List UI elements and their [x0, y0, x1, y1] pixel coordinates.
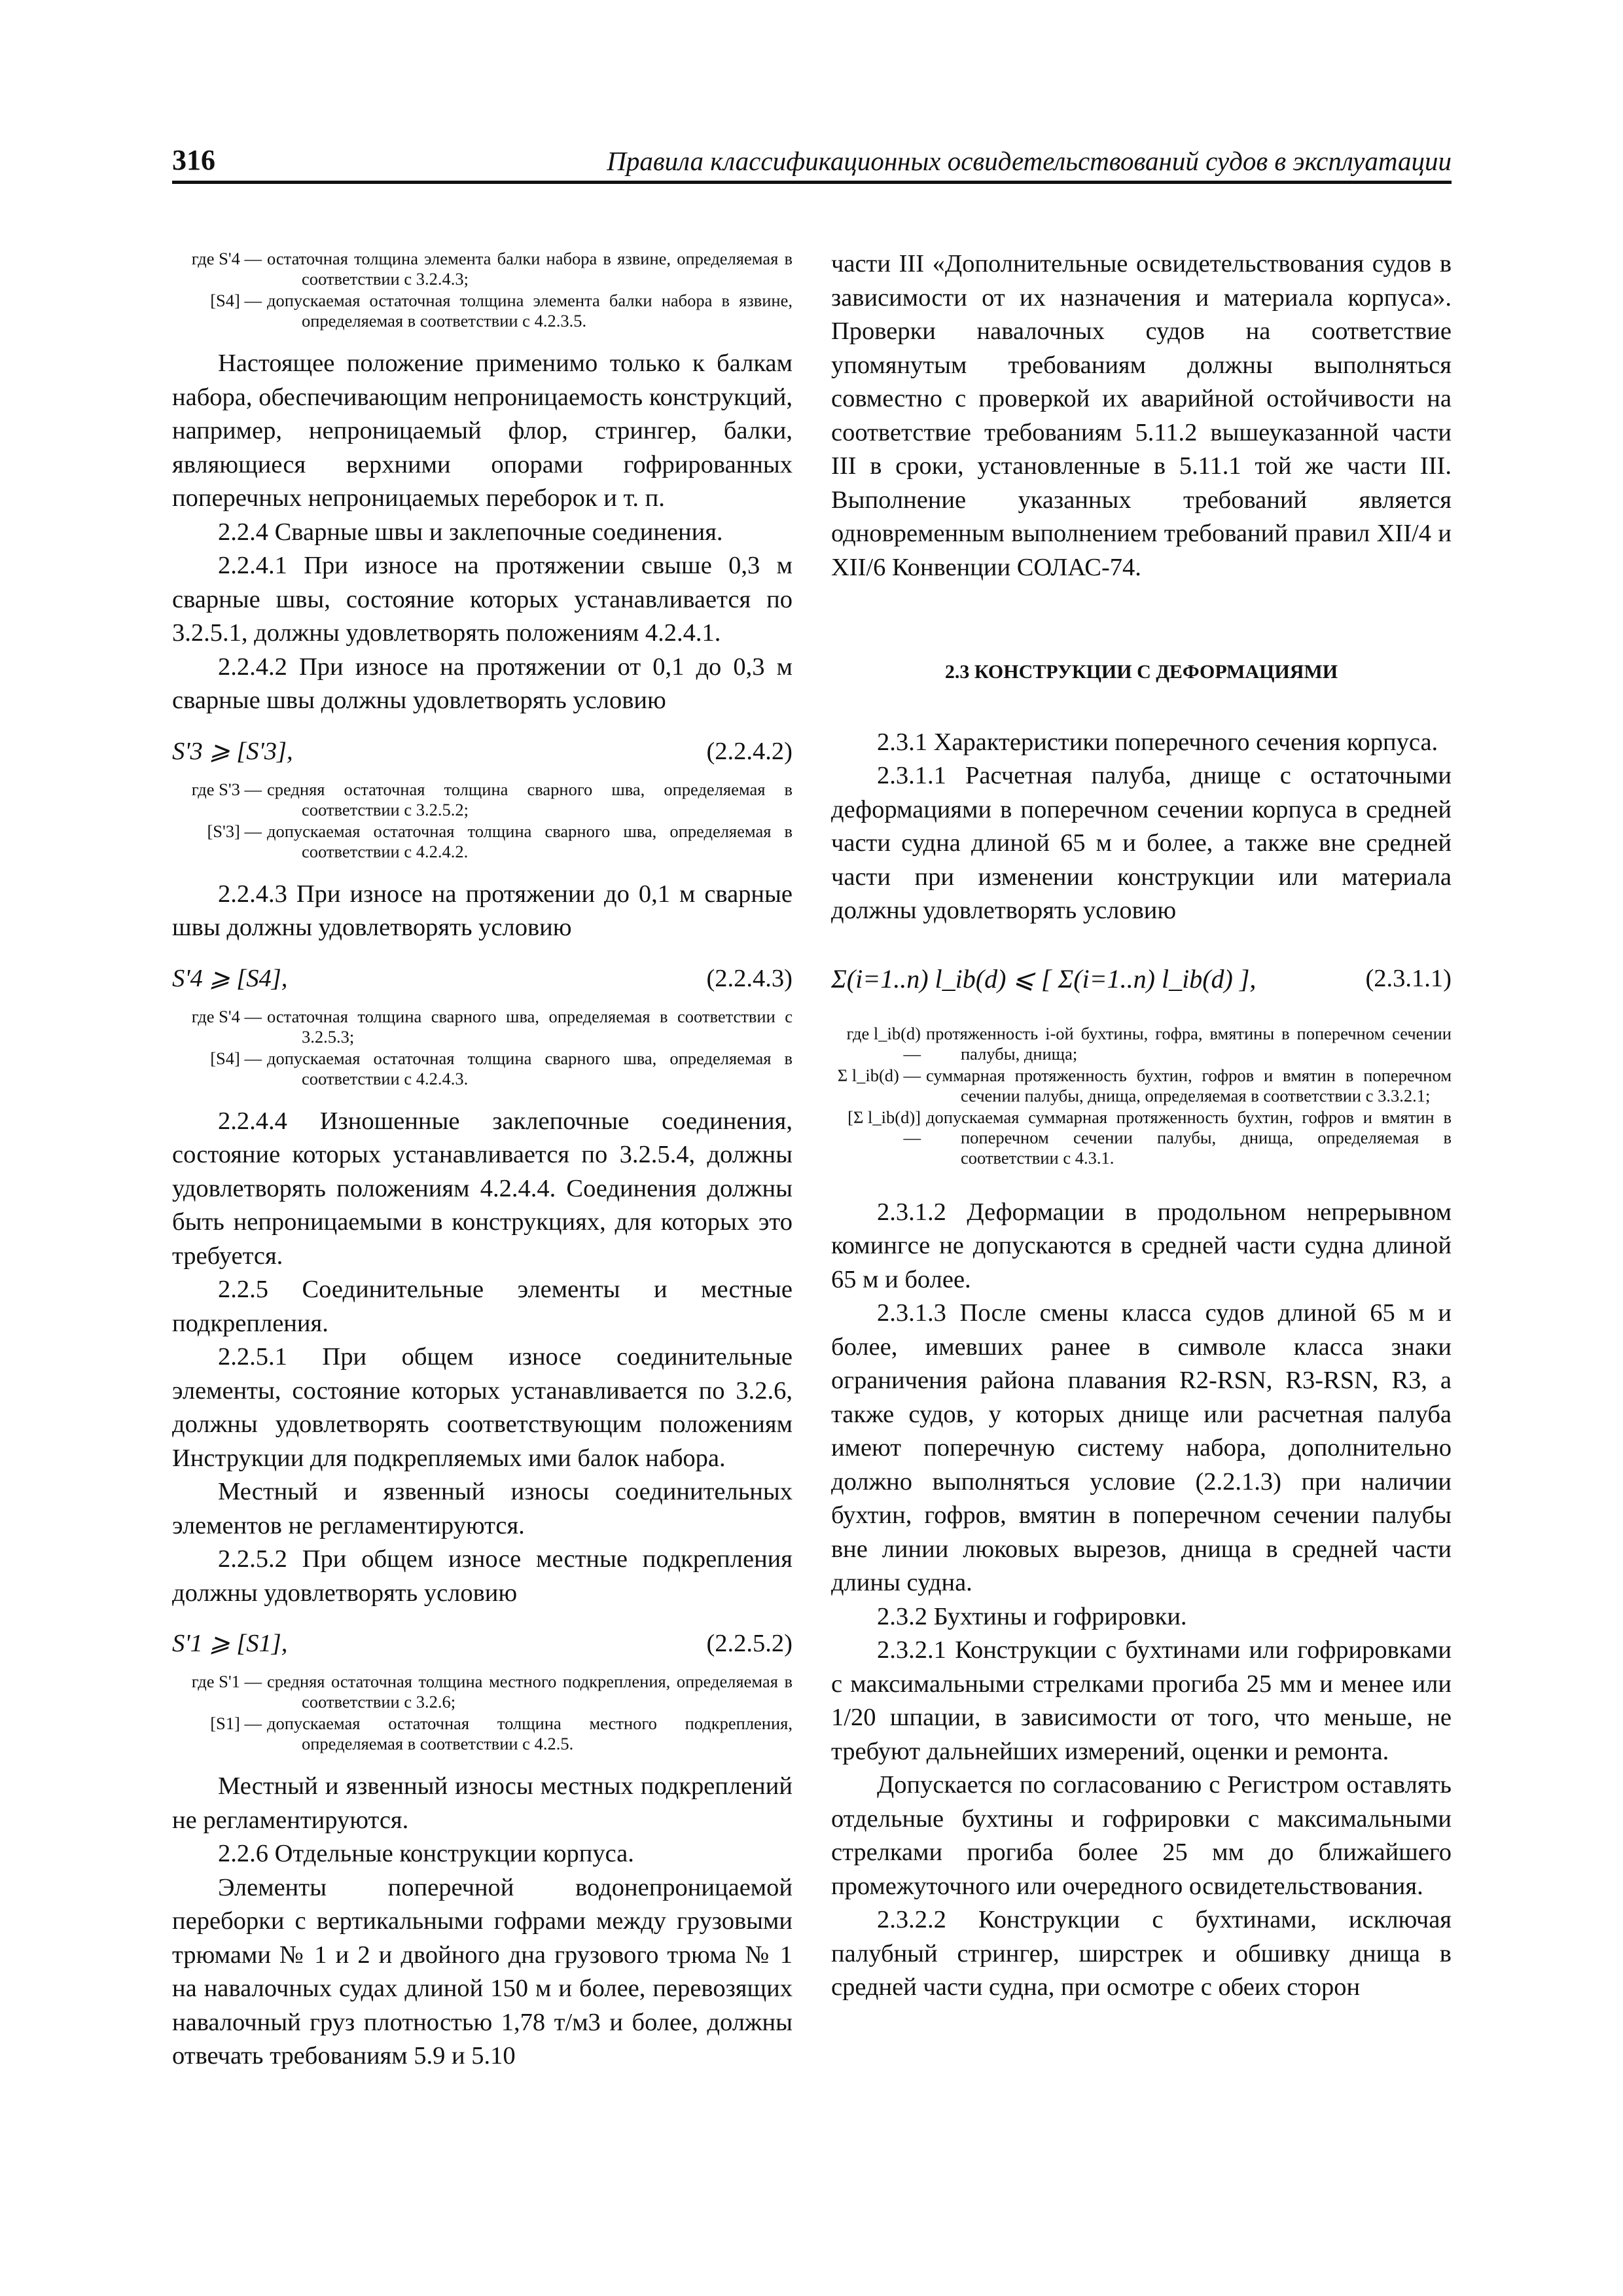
definition-item	[172, 1007, 793, 1047]
definition-term: где S'4 —	[191, 1006, 262, 1026]
paragraph: 2.2.4.4 Изношенные заклепочные соединения, состояние которых устанавливается по 3.2.5.4, должны удовлетворять положениям 4.2.4.4. Соединения должны быть непроницаемыми в конструкциях, для которых это требуется.	[172, 1107, 793, 1270]
equation-formula: S'4 ⩾ [S4],	[172, 964, 288, 992]
right-column	[831, 247, 1452, 2005]
paragraph: 2.2.4.1 При износе на протяжении свыше 0,3 м сварные швы, состояние которых устанавливается по 3.2.5.1, должны удовлетворять положениям 4.2.4.1.	[172, 552, 793, 647]
definition-text: протяженность i-ой бухтины, гофра, вмятины в поперечном сечении палубы, днища;	[926, 1023, 1452, 1064]
definition-term: где l_ib(d) —	[846, 1023, 921, 1064]
definition-item	[172, 1713, 793, 1754]
definition-term: [S4] —	[210, 1048, 262, 1068]
definition-item	[172, 1049, 793, 1089]
definition-term: [S1] —	[210, 1713, 262, 1733]
paragraph: 2.2.4.2 При износе на протяжении от 0,1 до 0,3 м сварные швы должны удовлетворять условию	[172, 653, 793, 714]
equation-number: (2.2.5.2)	[706, 1630, 793, 1658]
subsection-heading: 2.2.4 Сварные швы и заклепочные соединения.	[218, 518, 723, 546]
subsection-heading: 2.3.2 Бухтины и гофрировки.	[877, 1602, 1187, 1630]
definition-text: остаточная толщина сварного шва, определяемая в соответствии с 3.2.5.3;	[267, 1006, 793, 1047]
definition-item	[172, 291, 793, 331]
definition-term: Σ l_ib(d) —	[837, 1065, 921, 1085]
definition-term: где S'3 —	[191, 779, 262, 799]
definition-text: суммарная протяженность бухтин, гофров и вмятин в поперечном сечении палубы, днища, определяемая в соответствии с 3.3.2.1;	[926, 1065, 1452, 1105]
equation-formula: S'3 ⩾ [S'3],	[172, 737, 293, 765]
definition-text: допускаемая остаточная толщина сварного шва, определяемая в соответствии с 4.2.4.2.	[267, 821, 793, 861]
equation	[172, 1622, 793, 1666]
definition-item	[831, 1024, 1452, 1064]
page-number: 316	[172, 144, 215, 176]
running-title: Правила классификационных освидетельствований судов в эксплуатации	[607, 146, 1452, 176]
definition-text: допускаемая остаточная толщина элемента балки набора в язвине, определяемая в соответствии с 4.2.3.5.	[267, 291, 793, 331]
equation-number: (2.3.1.1)	[1365, 964, 1452, 992]
equation-number: (2.2.4.3)	[706, 964, 793, 992]
equation	[172, 730, 793, 774]
definition-text: допускаемая суммарная протяженность бухтин, гофров и вмятин в поперечном сечении палубы, днища, определяемая в соответствии с 4.3.1.	[926, 1107, 1452, 1168]
paragraph: Местный и язвенный износы соединительных элементов не регламентируются.	[172, 1478, 793, 1539]
paragraph: Местный и язвенный износы местных подкреплений не регламентируются.	[172, 1772, 793, 1834]
equation-formula: S'1 ⩾ [S1],	[172, 1630, 288, 1658]
paragraph: 2.2.4.3 При износе на протяжении до 0,1 м сварные швы должны удовлетворять условию	[172, 880, 793, 941]
definition-text: допускаемая остаточная толщина местного подкрепления, определяемая в соответствии с 4.2.5.	[267, 1713, 793, 1753]
definition-term: [Σ l_ib(d)] —	[847, 1107, 921, 1147]
equation	[831, 940, 1452, 1018]
definition-item	[172, 1672, 793, 1712]
definition-term: где S'4 —	[191, 249, 262, 268]
paragraph: части III «Дополнительные освидетельствования судов в зависимости от их назначения и материала корпуса». Проверки навалочных судов на соответствие упомянутым требованиям должны выполняться совместно с проверкой их аварийной остойчивости на соответствие требованиям 5.11.2 вышеуказанной части III в сроки, установленные в 5.11.1 той же части III. Выполнение указанных требований является одновременным выполнением требований правил XII/4 и XII/6 Конвенции СОЛАС-74.	[831, 250, 1452, 581]
definition-text: средняя остаточная толщина местного подкрепления, определяемая в соответствии с 3.2.6;	[267, 1672, 793, 1712]
subsection-heading: 2.3.1 Характеристики поперечного сечения корпуса.	[877, 728, 1438, 756]
definition-text: средняя остаточная толщина сварного шва, определяемая в соответствии с 3.2.5.2;	[267, 779, 793, 819]
definition-item	[172, 821, 793, 862]
page-header	[172, 145, 1452, 184]
paragraph: 2.3.1.1 Расчетная палуба, днище с остаточными деформациями в поперечном сечении корпуса в средней части судна длиной 65 м и более, а также вне средней части при изменении конструкции или материала должны удовлетворять условию	[831, 762, 1452, 924]
paragraph: 2.2.5.1 При общем износе соединительные элементы, состояние которых устанавливается по 3.2.6, должны удовлетворять соответствующим положениям Инструкции для подкрепляемых ими балок набора.	[172, 1343, 793, 1472]
paragraph: Настоящее положение применимо только к балкам набора, обеспечивающим непроницаемость конструкций, например, непроницаемый флор, стрингер, балки, являющиеся верхними опорами гофрированных поперечных непроницаемых переборок и т. п.	[172, 350, 793, 512]
definition-item	[172, 249, 793, 289]
definition-text: допускаемая остаточная толщина сварного шва, определяемая в соответствии с 4.2.4.3.	[267, 1048, 793, 1088]
definition-term: где S'1 —	[191, 1672, 262, 1691]
paragraph: Допускается по согласованию с Регистром оставлять отдельные бухтины и гофрировки с максимальными стрелками прогиба более 25 мм до ближайшего промежуточного или очередного освидетельствования.	[831, 1771, 1452, 1900]
definition-term: [S'3] —	[207, 821, 262, 841]
paragraph: 2.3.1.2 Деформации в продольном непрерывном комингсе не допускаются в средней части судна длиной 65 м и более.	[831, 1198, 1452, 1293]
left-column	[172, 247, 793, 2073]
paragraph: 2.3.2.2 Конструкции с бухтинами, исключая палубный стрингер, ширстрек и обшивку днища в средней части судна, при осмотре с обеих сторон	[831, 1906, 1452, 2001]
paragraph: 2.3.1.3 После смены класса судов длиной 65 м и более, имевших ранее в символе класса знаки ограничения района плавания R2-RSN, R3-RSN, R3, а также судов, у которых днище или расчетная палуба имеют поперечную систему набора, дополнительно должно выполняться условие (2.2.1.3) при наличии бухтин, гофров, вмятин в поперечном сечении палубы вне линии люковых вырезов, днища в средней части длины судна.	[831, 1299, 1452, 1596]
definition-item	[172, 780, 793, 820]
definition-item	[831, 1066, 1452, 1106]
definition-item	[831, 1107, 1452, 1168]
subsection-heading: 2.2.6 Отдельные конструкции корпуса.	[218, 1840, 634, 1867]
equation	[172, 957, 793, 1001]
section-title: 2.3 КОНСТРУКЦИИ С ДЕФОРМАЦИЯМИ	[944, 661, 1338, 683]
paragraph: 2.2.5.2 При общем износе местные подкрепления должны удовлетворять условию	[172, 1545, 793, 1607]
subsection-heading: 2.2.5 Соединительные элементы и местные подкрепления.	[172, 1276, 793, 1337]
equation-number: (2.2.4.2)	[706, 737, 793, 765]
definition-term: [S4] —	[210, 291, 262, 310]
equation-formula: Σ(i=1..n) l_ib(d) ⩽ [ Σ(i=1..n) l_ib(d) ],	[831, 963, 1257, 994]
paragraph: 2.3.2.1 Конструкции с бухтинами или гофрировками с максимальными стрелками прогиба 25 мм и менее или 1/20 шпации, в зависимости от того, что меньше, не требуют дальнейших измерений, оценки и ремонта.	[831, 1636, 1452, 1765]
definition-text: остаточная толщина элемента балки набора в язвине, определяемая в соответствии с 3.2.4.3;	[267, 249, 793, 289]
paragraph: Элементы поперечной водонепроницаемой переборки с вертикальными гофрами между грузовыми трюмами № 1 и 2 и двойного дна грузового трюма № 1 на навалочных судах длиной 150 м и более, перевозящих навалочный груз плотностью 1,78 т/м3 и более, должны отвечать требованиям 5.9 и 5.10	[172, 1873, 793, 2070]
